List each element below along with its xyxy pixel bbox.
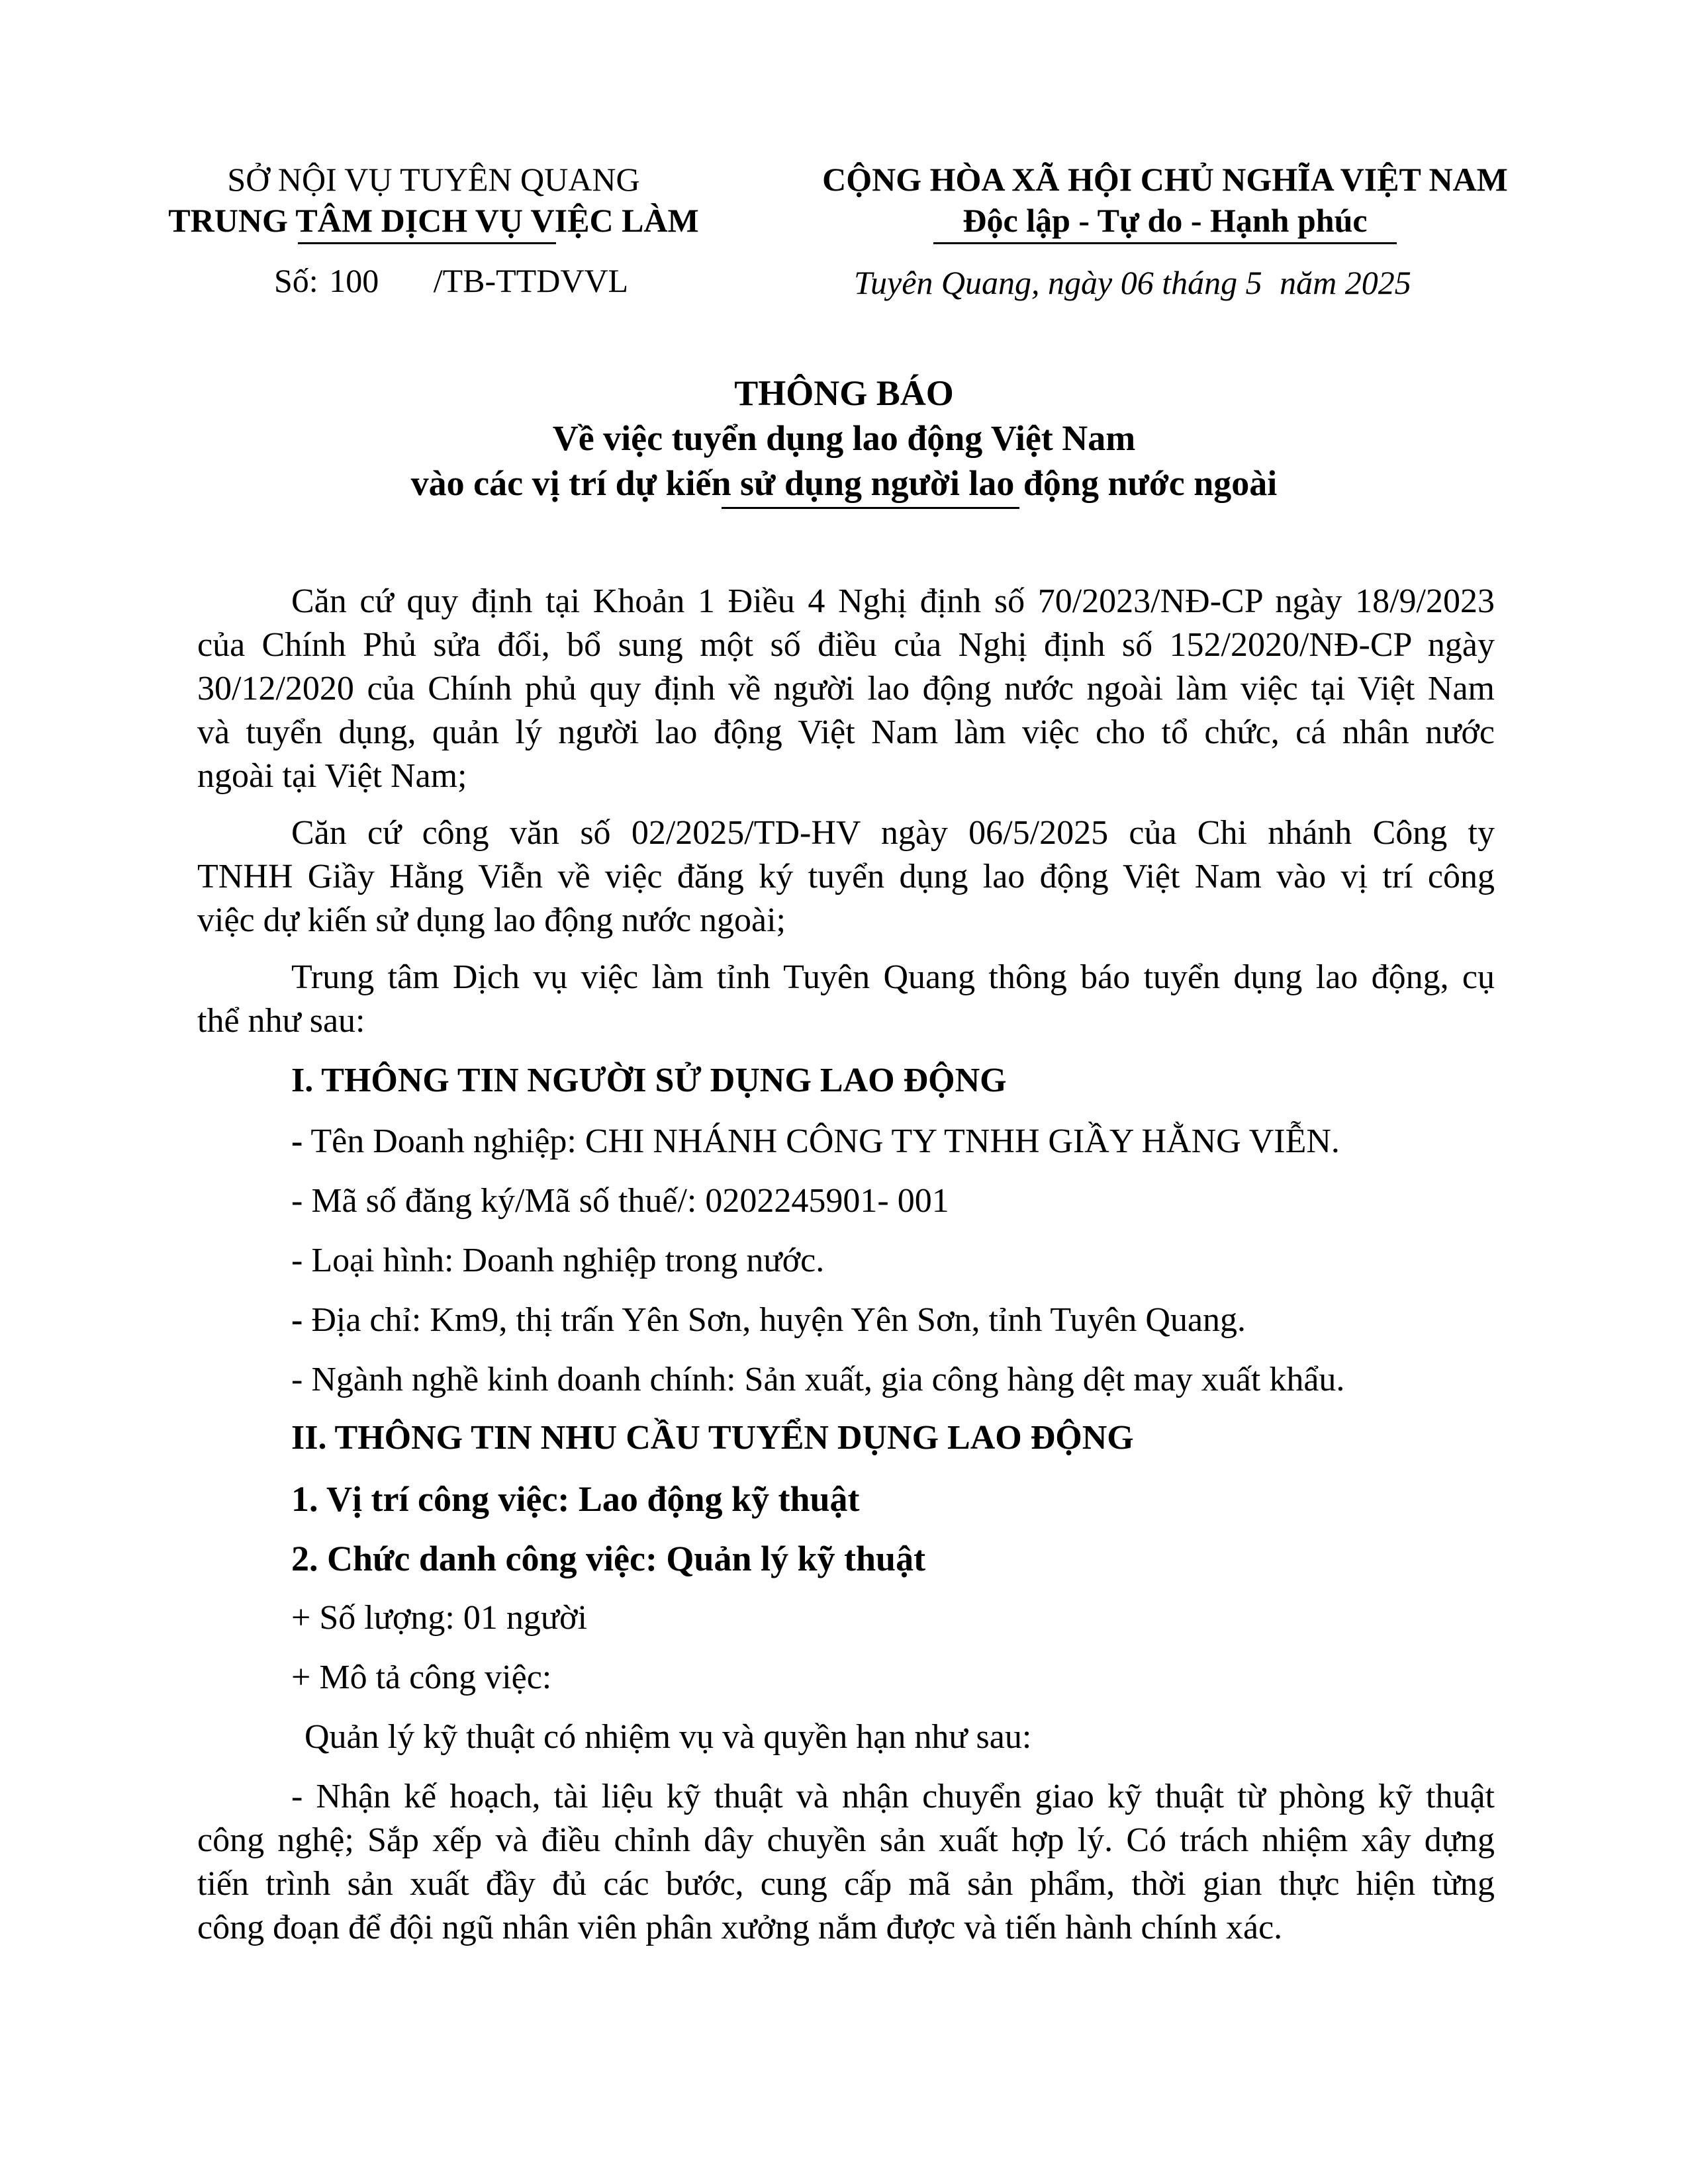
date-year: 2025 bbox=[1344, 264, 1411, 301]
date-year-label: năm bbox=[1280, 264, 1337, 301]
title-underline bbox=[722, 507, 1019, 509]
doc-number-value: 100 bbox=[329, 262, 379, 299]
issue-date bbox=[854, 262, 1411, 303]
doc-number-code: /TB-TTDVVL bbox=[433, 262, 629, 299]
p2-line: TNHH Giầy Hằng Viễn về việc đăng ký tuyển dụng lao động Việt Nam vào vị trí công bbox=[197, 858, 1495, 895]
national-title: CỘNG HÒA XÃ HỘI CHỦ NGHĨA VIỆT NAM bbox=[822, 161, 1508, 198]
notice-subject-line2: vào các vị trí dự kiến sử dụng người lao động nước ngoài bbox=[410, 463, 1278, 503]
employer-name-dash: - bbox=[291, 1122, 303, 1160]
doc-number bbox=[274, 260, 628, 301]
notice-subject-line1: Về việc tuyển dụng lao động Việt Nam bbox=[552, 418, 1136, 458]
p4-line: công đoạn để đội ngũ nhân viên phân xưởng nắm được và tiến hành chính xác. bbox=[197, 1909, 1283, 1946]
p4-line: - Nhận kế hoạch, tài liệu kỹ thuật và nhận chuyển giao kỹ thuật từ phòng kỹ thuật bbox=[291, 1778, 1495, 1815]
employer-name bbox=[291, 1120, 1495, 1163]
employer-name-text: Tên Doanh nghiệp: CHI NHÁNH CÔNG TY TNHH GIẦY HẰNG VIỄN. bbox=[303, 1122, 1340, 1160]
p1-line: của Chính Phủ sửa đổi, bổ sung một số điều của Nghị định số 152/2020/NĐ-CP ngày bbox=[197, 626, 1495, 664]
employer-tax-id: - Mã số đăng ký/Mã số thuế/: 0202245901- 001 bbox=[291, 1182, 949, 1220]
employer-address-dash: - bbox=[291, 1301, 303, 1339]
job-description-label: + Mô tả công việc: bbox=[291, 1659, 552, 1696]
section-1-title: I. THÔNG TIN NGƯỜI SỬ DỤNG LAO ĐỘNG bbox=[291, 1062, 1007, 1099]
date-day: 06 bbox=[1120, 264, 1154, 301]
date-month-label: tháng bbox=[1162, 264, 1238, 301]
p2-line: Căn cứ công văn số 02/2025/TD-HV ngày 06/5/2025 của Chi nhánh Công ty bbox=[291, 814, 1495, 852]
job-quantity: + Số lượng: 01 người bbox=[291, 1599, 587, 1637]
p3-line: Trung tâm Dịch vụ việc làm tỉnh Tuyên Quang thông báo tuyển dụng lao động, cụ bbox=[291, 958, 1495, 996]
agency-name: SỞ NỘI VỤ TUYÊN QUANG bbox=[227, 161, 640, 198]
p1-line: và tuyển dụng, quản lý người lao động Việt Nam làm việc cho tổ chức, cá nhân nước bbox=[197, 713, 1495, 751]
p4-line: công nghệ; Sắp xếp và điều chỉnh dây chuyền sản xuất hợp lý. Có trách nhiệm xây dựng bbox=[197, 1821, 1495, 1859]
job-title: 2. Chức danh công việc: Quản lý kỹ thuật bbox=[291, 1539, 926, 1578]
date-prefix: Tuyên Quang, ngày bbox=[854, 264, 1113, 301]
employer-type: - Loại hình: Doanh nghiệp trong nước. bbox=[291, 1242, 825, 1279]
duty-intro: Quản lý kỹ thuật có nhiệm vụ và quyền hạn như sau: bbox=[305, 1718, 1032, 1756]
date-month: 5 bbox=[1245, 264, 1262, 301]
employer-address-text: Địa chỉ: Km9, thị trấn Yên Sơn, huyện Yên Sơn, tỉnh Tuyên Quang. bbox=[303, 1301, 1246, 1339]
notice-title: THÔNG BÁO bbox=[734, 373, 954, 413]
doc-number-label: Số: bbox=[274, 262, 318, 299]
employer-industry: - Ngành nghề kinh doanh chính: Sản xuất, gia công hàng dệt may xuất khẩu. bbox=[291, 1361, 1345, 1398]
p1-line: Căn cứ quy định tại Khoản 1 Điều 4 Nghị định số 70/2023/NĐ-CP ngày 18/9/2023 bbox=[291, 582, 1495, 620]
job-position: 1. Vị trí công việc: Lao động kỹ thuật bbox=[291, 1479, 860, 1519]
p4-line: tiến trình sản xuất đầy đủ các bước, cung cấp mã sản phẩm, thời gian thực hiện từng bbox=[197, 1865, 1495, 1903]
p1-line: 30/12/2020 của Chính phủ quy định về người lao động nước ngoài làm việc tại Việt Nam bbox=[197, 670, 1495, 707]
p1-line: ngoài tại Việt Nam; bbox=[197, 757, 467, 795]
p3-line: thể như sau: bbox=[197, 1002, 365, 1040]
p2-line: việc dự kiến sử dụng lao động nước ngoài; bbox=[197, 901, 786, 939]
motto-underline bbox=[933, 242, 1397, 244]
left-header-underline bbox=[298, 242, 556, 244]
center-name: TRUNG TÂM DỊCH VỤ VIỆC LÀM bbox=[168, 202, 699, 239]
employer-address bbox=[291, 1298, 1495, 1342]
national-motto: Độc lập - Tự do - Hạnh phúc bbox=[962, 202, 1368, 239]
section-2-title: II. THÔNG TIN NHU CẦU TUYỂN DỤNG LAO ĐỘNG bbox=[291, 1419, 1134, 1457]
